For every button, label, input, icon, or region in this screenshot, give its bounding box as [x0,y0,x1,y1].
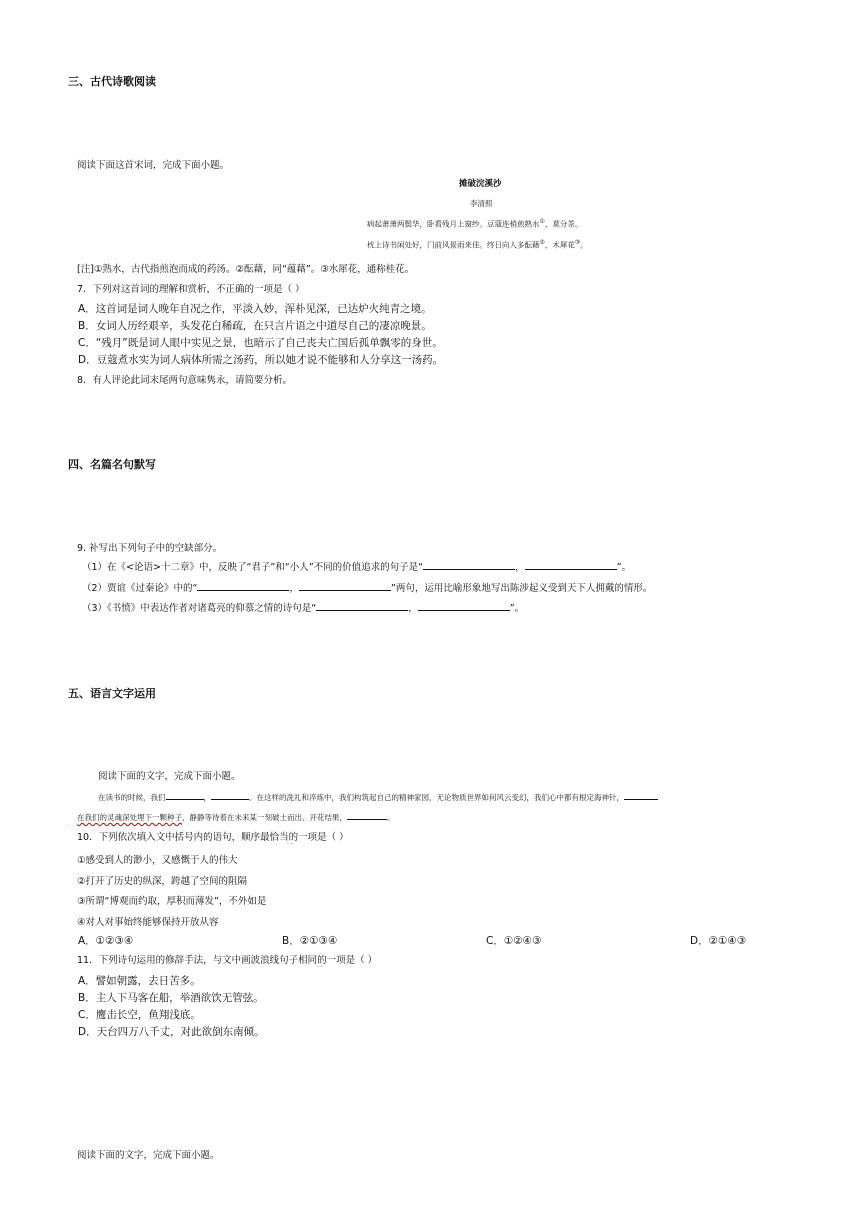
q9-stem: 9. 补写出下列句子中的空缺部分。 [77,543,223,554]
emphasis-dots: · · [317,964,323,971]
poem-intro: 阅读下面这首宋词，完成下面小题。 [77,160,230,171]
q7-stem: 7．下列对这首词的理解和赏析，不正确的一项是（ ） [77,284,305,295]
poem-title: 摊破浣溪沙 [459,179,502,189]
poem-note: [注]①熟水，古代指煎泡而成的药汤。②酝藉，同“蕴藉”。③水犀花，通称桂花。 [77,264,415,275]
section-3-heading: 三、古代诗歌阅读 [68,75,156,88]
q10-option-d: D．②①④③ [690,935,747,947]
passage-intro: 阅读下面的文字，完成下面小题。 [98,771,241,782]
passage-line-2: 在我们的灵魂深处埋下一颗种子，静静等待着在未来某一刻破土而出、开花结果， 。 [77,810,395,823]
q8-stem: 8．有人评论此词末尾两句意味隽永，请简要分析。 [77,375,293,386]
passage-line-1: 在读书的时候，我们 ， 。在这样的洗礼和淬炼中，我们构筑起自己的精神家园，无论物质世界如何风云变幻，我们心中都有根定海神针， [98,790,658,803]
emphasis-dots: · · [287,841,293,848]
poem-author: 李清照 [470,199,493,208]
q10-choice-3: ③所谓“博观而约取，厚积而薄发”，不外如是 [77,896,267,907]
q10-choice-1: ①感受到人的渺小，又感慨于人的伟大 [77,855,238,866]
q10-choice-2: ②打开了历史的纵深，跨越了空间的阻隔 [77,876,248,887]
q7-option-b: B．女词人历经艰辛，头发花白稀疏，在只言片语之中道尽自己的凄凉晚景。 [78,320,432,332]
q10-stem: 10．下列依次填入文中括号内的语句，顺序最恰当的一项是（ ） [77,832,349,843]
q9-item-3: （3）《书愤》中表达作者对诸葛亮的仰慕之情的诗句是“ ， ”。 [82,603,525,614]
q11-option-a: A．譬如朝露，去日苦多。 [78,975,201,987]
q11-option-c: C．鹰击长空，鱼翔浅底。 [78,1009,201,1021]
section-5-heading: 五、语言文字运用 [68,687,156,700]
poem-line-1: 病起萧萧两鬓华，卧看残月上窗纱。豆蔻连梢煎熟水①，莫分茶。 [367,218,583,229]
q10-option-c: C．①②④③ [486,935,542,947]
q11-stem: 11．下列诗句运用的修辞手法，与文中画波浪线句子相同的一项是（ ） [77,955,378,966]
q9-item-1: （1）在《<论语>十二章》中，反映了“君子”和“小人”不同的价值追求的句子是“ ， ”。 [82,562,632,573]
q10-choice-4: ④对人对事始终能够保持开放从容 [77,917,219,928]
q7-option-a: A．这首词是词人晚年自况之作，平淡入妙，浑朴见深，已达炉火纯青之境。 [78,303,432,315]
footer-intro: 阅读下面的文字，完成下面小题。 [77,1150,220,1161]
poem-line-2: 枕上诗书闲处好，门前风景雨来佳。终日向人多酝藉②，木犀花③。 [367,239,588,250]
section-4-heading: 四、名篇名句默写 [68,458,156,471]
q10-option-b: B．②①③④ [282,935,338,947]
q7-option-c: C．“残月”既是词人眼中实见之景，也暗示了自己丧夫亡国后孤单飘零的身世。 [78,337,443,349]
q11-option-b: B．主人下马客在船，举酒欲饮无管弦。 [78,992,264,1004]
q10-option-a: A．①②③④ [78,935,134,947]
wavy-sentence: 在我们的灵魂深处埋下一颗种子 [77,813,182,822]
q7-option-d: D．豆蔻煮水实为词人病体所需之汤药，所以她才说不能够和人分享这一汤药。 [78,354,444,366]
q9-item-2: （2）贾谊《过秦论》中的“ ， ”两句，运用比喻形象地写出陈涉起义受到天下人拥戴的情形。 [82,583,653,594]
q11-option-d: D．天台四万八千丈，对此欲倒东南倾。 [78,1026,265,1038]
